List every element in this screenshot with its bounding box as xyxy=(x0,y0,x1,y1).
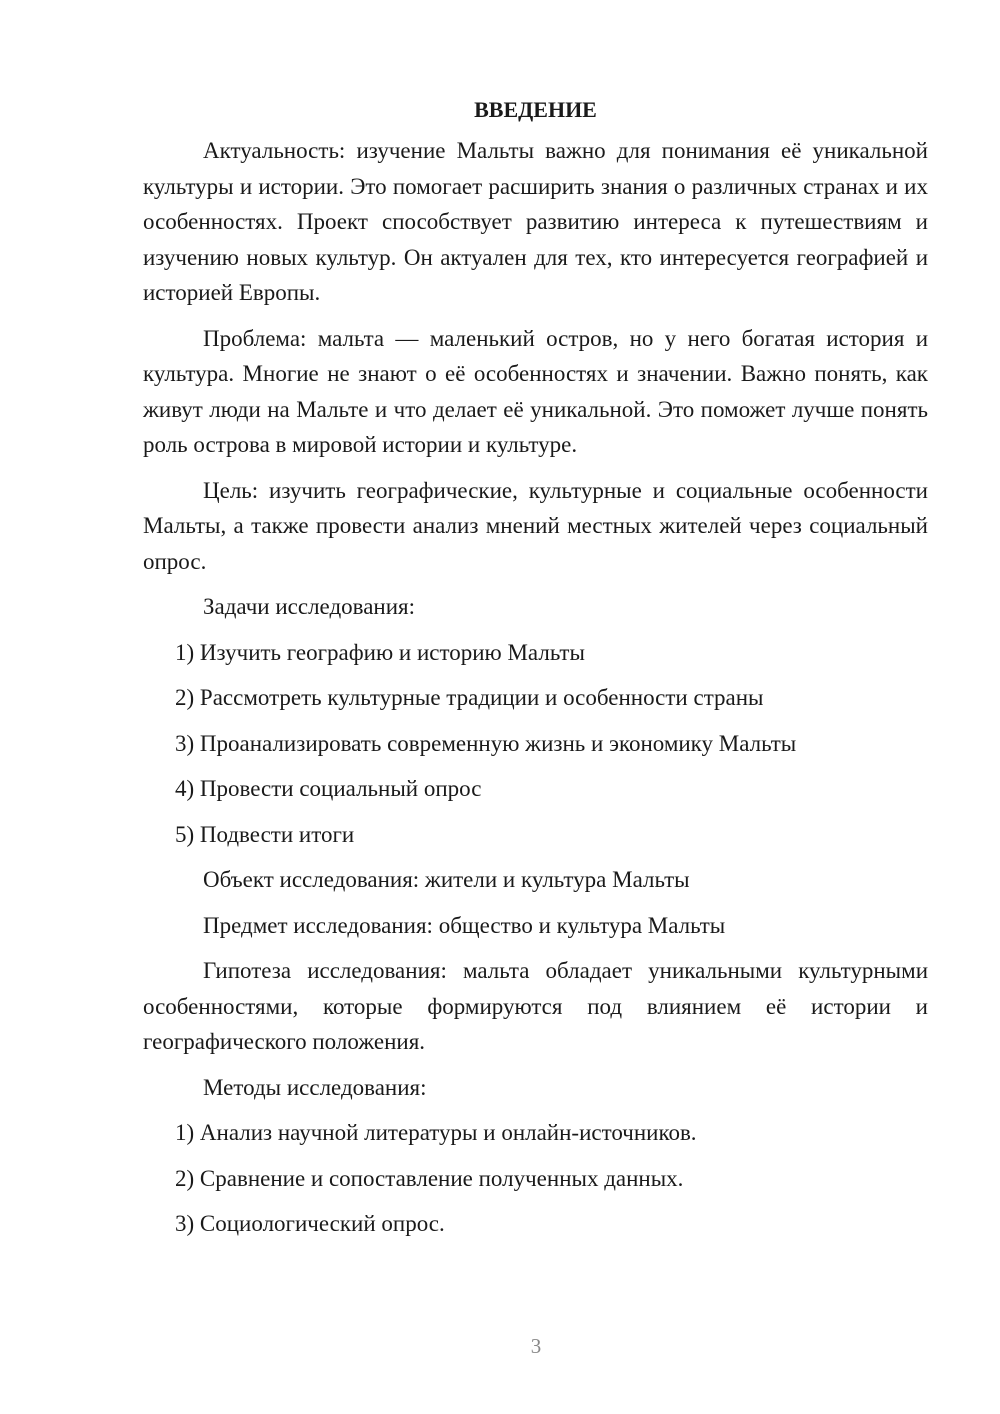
list-item: 2) Сравнение и сопоставление полученных данных. xyxy=(175,1165,684,1191)
list-item: 2) Рассмотреть культурные традиции и особенности страны xyxy=(175,685,764,710)
object-paragraph: Объект исследования: жители и культура Мальты xyxy=(203,867,690,892)
page-title: ВВЕДЕНИЕ xyxy=(474,97,597,122)
list-item: 3) Проанализировать современную жизнь и экономику Мальты xyxy=(175,730,797,756)
goal-paragraph: Цель: изучить географические, культурные и социальные особенности Мальты, а также провести анализ мнений местных жителей через социальный опрос. xyxy=(143,477,928,574)
problem-paragraph: Проблема: мальта — маленький остров, но у него богатая история и культура. Многие не знают о её особенностях и значении. Важно понять, как живут люди на Мальте и что делает её уникальной. Это поможет лучше понять роль острова в мировой истории и культуре. xyxy=(143,325,928,457)
subject-paragraph: Предмет исследования: общество и культура Мальты xyxy=(203,912,726,938)
document-page xyxy=(143,92,928,1252)
methods-list xyxy=(143,1115,928,1242)
list-item: 5) Подвести итоги xyxy=(175,821,355,847)
methods-heading: Методы исследования: xyxy=(203,1074,427,1100)
page-number: 3 xyxy=(530,1334,542,1358)
tasks-list xyxy=(143,635,928,853)
tasks-heading: Задачи исследования: xyxy=(203,594,416,619)
hypothesis-paragraph: Гипотеза исследования: мальта обладает уникальными культурными особенностями, которые формируются под влиянием её истории и географического положения. xyxy=(143,958,928,1054)
list-item: 1) Анализ научной литературы и онлайн-источников. xyxy=(175,1120,697,1145)
relevance-paragraph: Актуальность: изучение Мальты важно для понимания её уникальной культуры и истории. Это помогает расширить знания о различных странах и их особенностях. Проект способствует развитию интереса к путешествиям и изучению новых культур. Он актуален для тех, кто интересуется географией и историей Европы. xyxy=(143,138,928,305)
list-item: 1) Изучить географию и историю Мальты xyxy=(175,639,585,665)
list-item: 3) Социологический опрос. xyxy=(175,1211,445,1236)
list-item: 4) Провести социальный опрос xyxy=(175,776,482,801)
